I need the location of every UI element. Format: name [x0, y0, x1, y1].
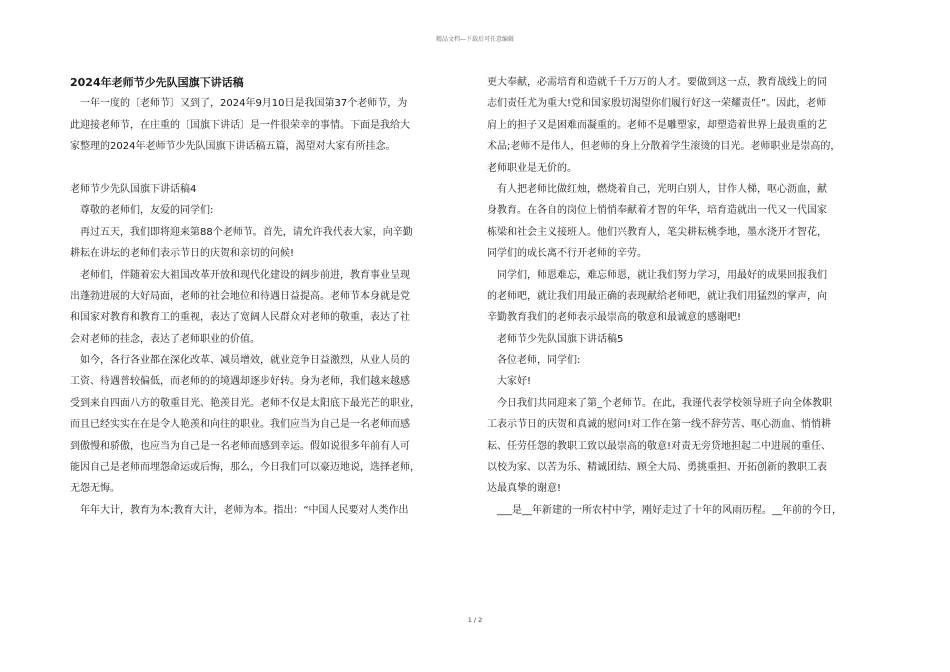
text-line: 有人把老师比做红烛，燃烧着自己，光明白别人，甘作人梯，呕心沥血，献: [487, 183, 827, 195]
text-line: 和国家对教育和教育工的重视，表达了宽阔人民群众对老师的敬重，表达了社: [70, 312, 410, 324]
section-heading-5: 老师节少先队国旗下讲话稿5: [487, 333, 624, 345]
document-title: 2024年老师节少先队国旗下讲话稿: [70, 76, 244, 89]
text-line: 会对老师的挂念，表达了老师职业的价值。: [70, 333, 260, 345]
text-line: 术品;老师不是伟人，但老师的身上分散着学生滚烫的目光。老师职业是崇高的，: [487, 141, 841, 153]
text-line: 受到来自四面八方的敬重目光、艳羡目光。老师不仅是太阳底下最光芒的职业，: [70, 397, 420, 409]
text-line: 肩上的担子又是困难而凝重的。老师不是雕塑家，却塑造着世界上最贵重的艺: [487, 119, 827, 131]
left-column: [70, 72, 465, 521]
right-column: [487, 72, 880, 521]
text-line: 此迎接老师节，在庄重的〔国旗下讲话〕是一件很荣幸的事情。下面是我给大: [70, 119, 410, 131]
text-line: 家整理的2024年老师节少先队国旗下讲话稿五篇，渴望对大家有所挂念。: [70, 141, 396, 153]
text-line: 能因自己是老师而埋怨命运或后悔，那么，今日我们可以豪迈地说，选择老师，: [70, 462, 420, 474]
text-line: 以校为家、以苦为乐、精诚团结、顾全大局、勇挑重担、开拓创新的教职工表: [487, 462, 827, 474]
text-line: 工资、待遇普较偏低，而老师的的境遇却逐步好转。身为老师，我们越来越感: [70, 376, 410, 388]
salutation: 各位老师，同学们:: [487, 355, 581, 367]
text-line: 老师们，伴随着宏大祖国改革开放和现代化建设的阔步前进，教育事业呈现: [70, 269, 410, 281]
text-line: 到傲慢和骄傲，也应当为自己是一名老师而感到幸运。假如说很多年前有人可: [70, 440, 410, 452]
salutation: 尊敬的老师们，友爱的同学们:: [70, 205, 214, 217]
text-line: 辛勤教育我们的老师表示最崇高的敬意和最诚意的感谢吧!: [487, 312, 742, 324]
text-line: 工表示节日的庆贺和真诚的慰问!对工作在第一线不辞劳苦、呕心沥血、悄悄耕: [487, 419, 832, 431]
text-line: 志们责任尤为重大!党和国家殷切渴望你们履行好这一荣耀责任”。因此，老师: [487, 98, 827, 110]
text-line: 一年一度的〔老师节〕又到了，2024年9月10日是我国第37个老师节，为: [70, 98, 408, 110]
text-line: 的老师吧，就让我们用最正确的表现献给老师吧，就让我们用猛烈的掌声，向: [487, 290, 827, 302]
text-line: 而且已经实实在在是令人艳羡和向往的职业。我们应当为自己是一名老师而感: [70, 419, 410, 431]
text-line: 栋梁和社会主义接班人。他们兴教育人，笔尖耕耘桃李地，墨水浇开才智花，: [487, 226, 827, 238]
text-line: 无怨无悔。: [70, 483, 120, 495]
text-line: 更大奉献，必需培育和造就千千万万的人才。要做到这一点，教育战线上的同: [487, 77, 827, 88]
text-line: 身教育。在各自的岗位上悄悄奉献着才智的年华，培育造就出一代又一代国家: [487, 205, 827, 217]
text-line: 老师职业是无价的。: [487, 162, 577, 174]
text-line: 同学们，师恩难忘，难忘师恩，就让我们努力学习，用最好的成果回报我们: [487, 269, 827, 281]
greeting: 大家好!: [487, 376, 532, 388]
text-line: 出蓬勃进展的大好局面，老师的社会地位和待遇日益提高。老师节本身就是党: [70, 290, 410, 302]
text-line: 再过五天，我们即将迎来第88个老师节。首先，请允许我代表大家，向辛勤: [70, 226, 413, 238]
text-line: 同学们的成长离不行开老师的辛劳。: [487, 248, 647, 260]
text-line: 达最真挚的谢意!: [487, 483, 562, 495]
text-line: 耕耘在讲坛的老师们表示节日的庆贺和亲切的问候!: [70, 248, 295, 260]
text-line: ___是__年新建的一所农村中学，刚好走过了十年的风雨历程。__年前的今日，: [487, 504, 842, 516]
page-number: 1 / 2: [467, 616, 483, 624]
text-line: 年年大计，教育为本;教育大计，老师为本。指出：“中国人民要对人类作出: [70, 504, 409, 516]
text-line: 今日我们共同迎来了第_个老师节。在此，我谨代表学校领导班子向全体教职: [487, 397, 832, 409]
header-note: 精品文档—下载后可任意编辑: [435, 36, 514, 43]
section-heading-4: 老师节少先队国旗下讲话稿4: [70, 183, 197, 195]
text-line: 耘、任劳任怨的教职工致以最崇高的敬意!对责无旁贷地担起二中进展的重任、: [487, 440, 832, 452]
text-line: 如今，各行各业都在深化改革、减员增效，就业竞争日益激烈，从业人员的: [70, 355, 410, 367]
